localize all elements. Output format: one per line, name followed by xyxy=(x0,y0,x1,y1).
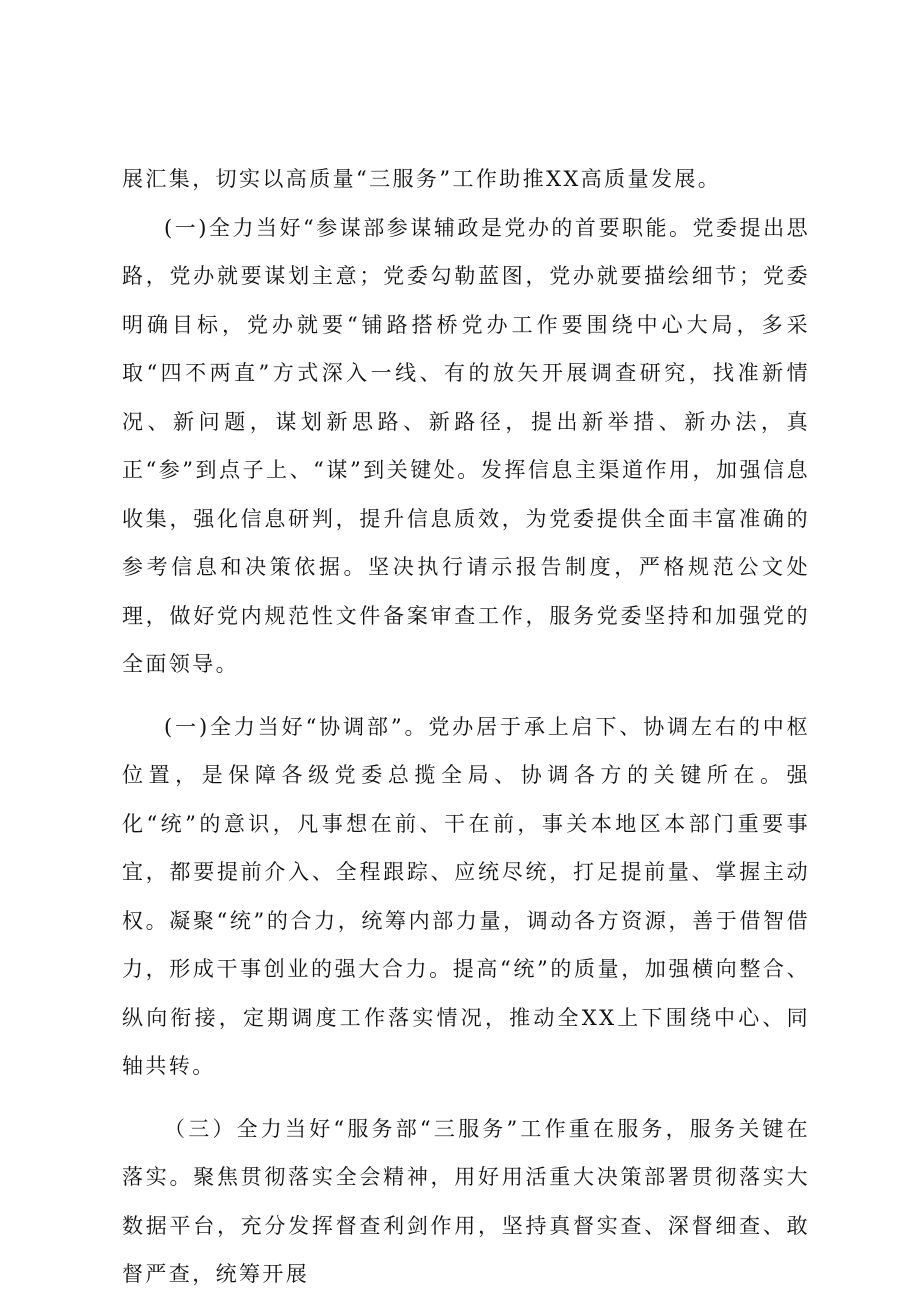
paragraph-coordination-department: (一)全力当好“协调部”。党办居于承上启下、协调左右的中枢位置，是保障各级党委总揽全局、协调各方的关键所在。强化“统”的意识，凡事想在前、干在前，事关本地区本部门重要事宜，都要提前介入、全程跟踪、应统尽统，打足提前量、掌握主动权。凝聚“统”的合力，统筹内部力量，调动各方资源，善于借智借力，形成干事创业的强大合力。提高“统”的质量，加强横向整合、纵向衔接，定期调度工作落实情况，推动全XX上下围绕中心、同轴共转。 xyxy=(122,714,810,1078)
paragraph-staff-department: (一)全力当好“参谋部参谋辅政是党办的首要职能。党委提出思路，党办就要谋划主意；党委勾勒蓝图，党办就要描绘细节；党委明确目标，党办就要“铺路搭桥党办工作要围绕中心大局，多采取“四不两直”方式深入一线、有的放矢开展调查研究，找准新情况、新问题，谋划新思路、新路径，提出新举措、新办法，真正“参”到点子上、“谋”到关键处。发挥信息主渠道作用，加强信息收集，强化信息研判，提升信息质效，为党委提供全面丰富准确的参考信息和决策依据。坚决执行请示报告制度，严格规范公文处理，做好党内规范性文件备案审查工作，服务党委坚持和加强党的全面领导。 xyxy=(122,215,810,676)
paragraph-continuation: 展汇集，切实以高质量“三服务”工作助推XX高质量发展。 xyxy=(122,167,722,191)
paragraph-service-department: （三）全力当好“服务部“三服务”工作重在服务，服务关键在落实。聚焦贯彻落实全会精神，用好用活重大决策部署贯彻落实大数据平台，充分发挥督查利剑作用，坚持真督实查、深督细查、敢督严查，统筹开展 xyxy=(122,1116,810,1286)
